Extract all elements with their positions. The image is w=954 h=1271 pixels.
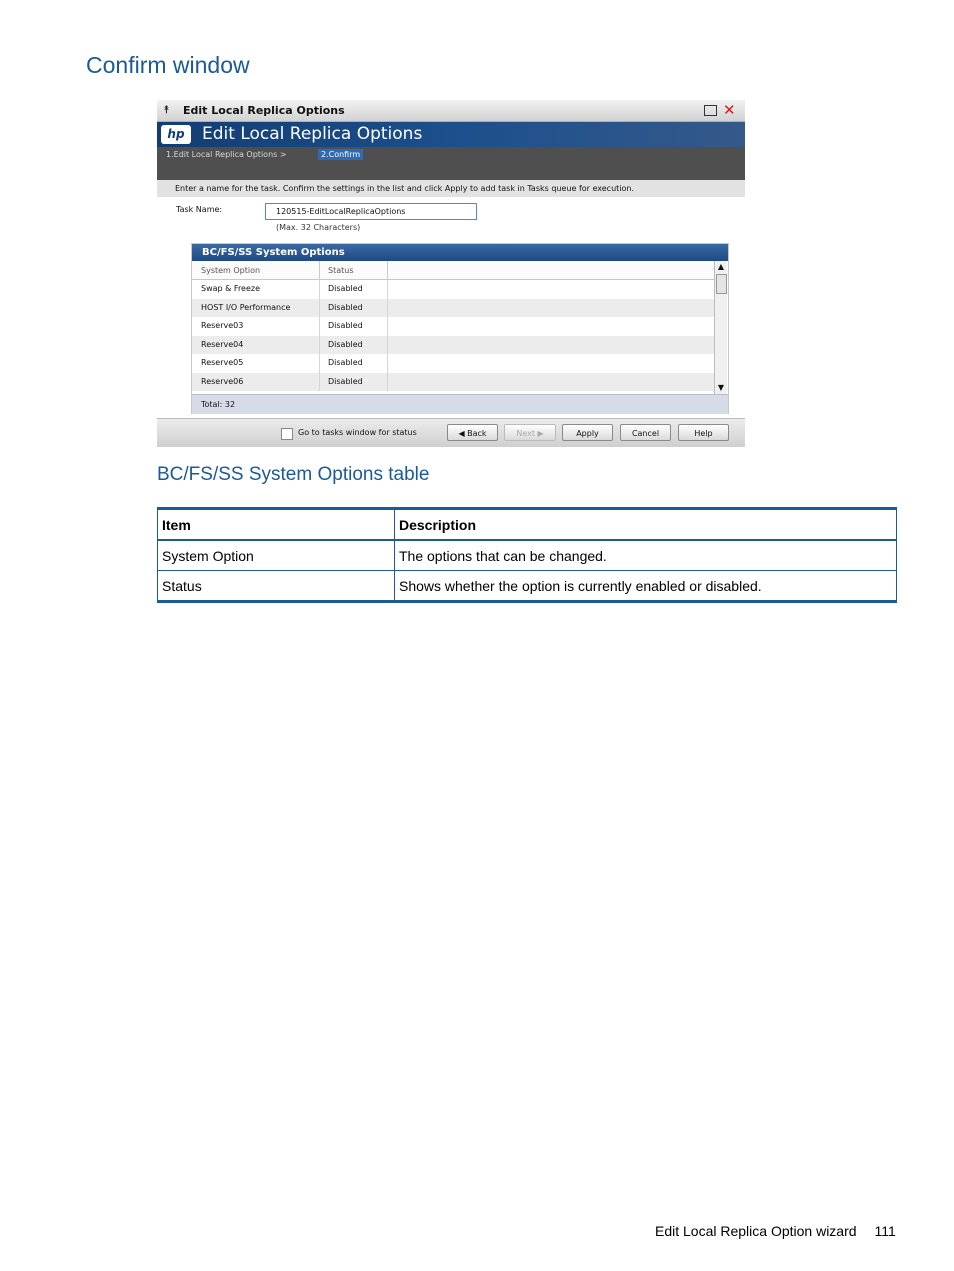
option-name: Reserve03 xyxy=(201,321,244,330)
option-status: Disabled xyxy=(328,358,363,367)
grid-scrollbar[interactable] xyxy=(714,261,727,395)
go-to-tasks-label[interactable]: Go to tasks window for status xyxy=(298,428,417,437)
grid-row[interactable] xyxy=(192,336,714,355)
maximize-icon[interactable] xyxy=(704,105,717,116)
grid-total: Total: 32 xyxy=(201,400,236,409)
table-row xyxy=(158,571,897,602)
instruction-bar xyxy=(157,180,745,197)
scroll-up-icon[interactable]: ▲ xyxy=(717,262,725,271)
table-header-row xyxy=(158,509,897,541)
close-icon[interactable]: ✕ xyxy=(723,101,736,119)
page-number: 111 xyxy=(874,1223,896,1239)
grid-footer xyxy=(192,394,728,414)
option-status: Disabled xyxy=(328,321,363,330)
column-header-status[interactable]: Status xyxy=(328,266,354,275)
hp-logo: hp xyxy=(161,125,191,144)
options-description-table xyxy=(157,507,897,603)
option-status: Disabled xyxy=(328,376,363,386)
table-row xyxy=(158,540,897,571)
option-status: Disabled xyxy=(328,284,363,293)
instruction-text: Enter a name for the task. Confirm the settings in the list and click Apply to add task in Tasks queue for execution. xyxy=(175,184,635,193)
option-name: Reserve04 xyxy=(201,339,244,349)
description-cell: The options that can be changed. xyxy=(395,540,897,571)
task-name-input[interactable]: 120515-EditLocalReplicaOptions xyxy=(265,203,477,220)
grid-column-header xyxy=(192,261,714,280)
table-heading: BC/FS/SS System Options table xyxy=(157,464,430,485)
next-button[interactable]: Next ▶ xyxy=(504,424,556,441)
option-name: Swap & Freeze xyxy=(201,284,261,293)
option-name: Reserve06 xyxy=(201,376,244,386)
edit-local-replica-window xyxy=(157,100,745,446)
grid-row[interactable] xyxy=(192,280,714,299)
cancel-button[interactable]: Cancel xyxy=(620,424,671,441)
grid-row[interactable] xyxy=(192,373,714,392)
section-heading: Confirm window xyxy=(86,52,250,78)
grid-row[interactable] xyxy=(192,317,714,336)
banner-title: Edit Local Replica Options xyxy=(202,124,423,144)
window-title: Edit Local Replica Options xyxy=(183,104,345,117)
grid-title: BC/FS/SS System Options xyxy=(202,247,345,258)
banner-bar xyxy=(157,122,745,147)
option-name: HOST I/O Performance xyxy=(201,302,291,312)
header-description: Description xyxy=(395,509,897,541)
footer-text: Edit Local Replica Option wizard xyxy=(655,1223,857,1239)
grid-title-bar xyxy=(192,244,728,261)
grid-rows xyxy=(192,280,714,391)
option-status: Disabled xyxy=(328,339,363,349)
task-name-label: Task Name: xyxy=(176,205,223,214)
collapse-icon[interactable]: ⯭ xyxy=(163,103,170,116)
help-button[interactable]: Help xyxy=(678,424,729,441)
header-item: Item xyxy=(158,509,395,541)
scroll-thumb[interactable] xyxy=(716,274,727,294)
wizard-step-2[interactable]: 2.Confirm xyxy=(318,149,363,160)
grid-row[interactable] xyxy=(192,354,714,373)
page-footer xyxy=(655,1223,896,1239)
item-cell: Status xyxy=(158,571,395,602)
column-header-system-option[interactable]: System Option xyxy=(201,266,261,275)
task-name-hint: (Max. 32 Characters) xyxy=(276,223,361,232)
button-bar xyxy=(157,418,745,447)
go-to-tasks-checkbox[interactable] xyxy=(281,428,293,440)
description-cell: Shows whether the option is currently enabled or disabled. xyxy=(395,571,897,602)
wizard-step-1[interactable]: 1.Edit Local Replica Options > xyxy=(166,150,287,159)
window-titlebar xyxy=(157,100,745,122)
option-status: Disabled xyxy=(328,302,363,312)
item-cell: System Option xyxy=(158,540,395,571)
back-button[interactable]: ◀ Back xyxy=(447,424,498,441)
grid-row[interactable] xyxy=(192,299,714,318)
wizard-banner xyxy=(157,122,745,180)
apply-button[interactable]: Apply xyxy=(562,424,613,441)
scroll-down-icon[interactable]: ▼ xyxy=(717,383,725,392)
option-name: Reserve05 xyxy=(201,358,244,367)
system-options-grid xyxy=(191,243,729,414)
